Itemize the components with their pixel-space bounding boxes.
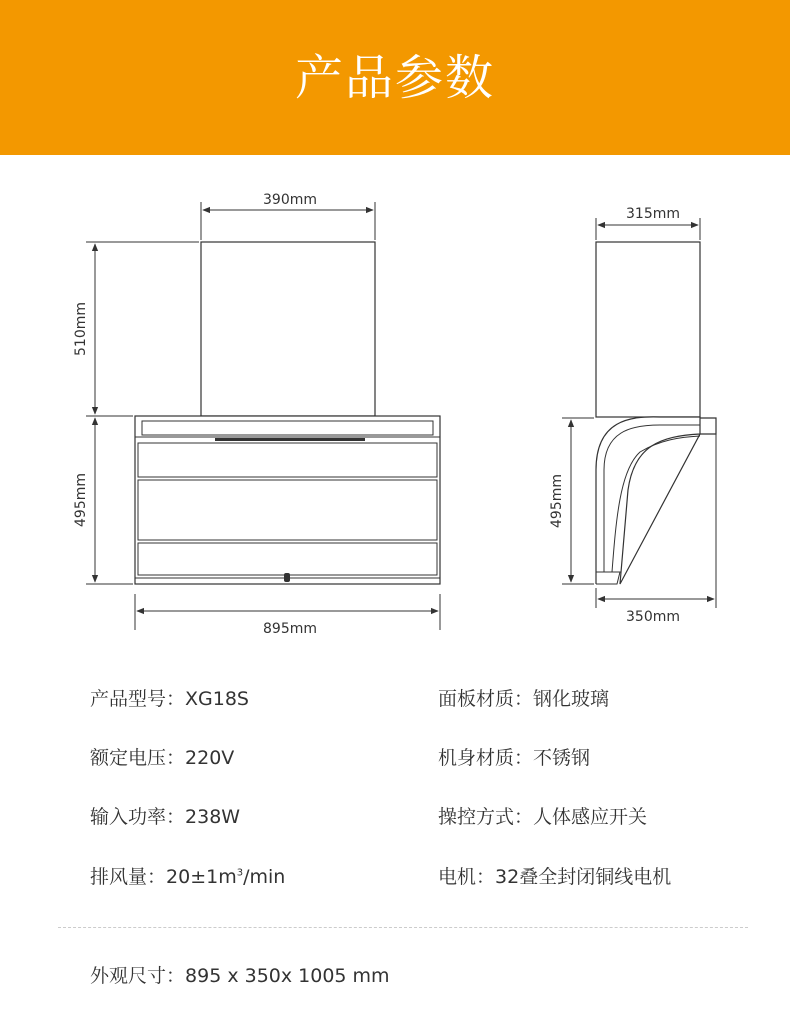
spec-power-label: 输入功率： bbox=[90, 806, 186, 828]
spec-motor-label: 电机： bbox=[438, 866, 496, 888]
front-hood-body bbox=[135, 416, 440, 584]
spec-voltage-value: 220V bbox=[185, 747, 235, 769]
spec-power-value: 238W bbox=[185, 806, 241, 828]
spec-model bbox=[90, 686, 249, 712]
spec-control-label: 操控方式： bbox=[438, 806, 534, 828]
dim-front-width: 390mm bbox=[263, 192, 317, 208]
dim-side-body-height: 495mm bbox=[549, 474, 565, 528]
side-chimney bbox=[596, 242, 700, 417]
spec-model-value: XG18S bbox=[185, 688, 249, 710]
spec-voltage-label: 额定电压： bbox=[90, 747, 186, 769]
dim-front-total-width: 895mm bbox=[263, 621, 317, 637]
dim-front-chimney-height: 510mm bbox=[73, 302, 89, 356]
dim-side-top-depth: 315mm bbox=[626, 206, 680, 222]
spec-airflow-value-prefix: 20±1m bbox=[166, 866, 237, 888]
divider bbox=[58, 927, 748, 928]
spec-control-value: 人体感应开关 bbox=[533, 806, 648, 828]
dim-side-bottom-depth: 350mm bbox=[626, 609, 680, 625]
spec-airflow-value-sup: 3 bbox=[236, 867, 244, 879]
side-hood-profile bbox=[596, 417, 716, 584]
spec-motor bbox=[438, 864, 671, 890]
dim-front-body-height: 495mm bbox=[73, 473, 89, 527]
spec-model-label: 产品型号： bbox=[90, 688, 186, 710]
spec-motor-value: 32叠全封闭铜线电机 bbox=[495, 866, 672, 888]
spec-voltage bbox=[90, 745, 234, 771]
page-title: 产品参数 bbox=[294, 50, 495, 106]
front-view bbox=[135, 242, 440, 584]
spec-airflow bbox=[90, 864, 285, 890]
spec-body-material-label: 机身材质： bbox=[438, 747, 534, 769]
front-chimney bbox=[201, 242, 375, 416]
spec-body-material-value: 不锈钢 bbox=[533, 747, 591, 769]
spec-size-label: 外观尺寸： bbox=[90, 965, 186, 987]
front-sensor bbox=[284, 573, 290, 582]
spec-panel bbox=[438, 686, 609, 712]
spec-power bbox=[90, 804, 240, 830]
spec-panel-label: 面板材质： bbox=[438, 688, 534, 710]
spec-size bbox=[90, 963, 390, 989]
front-light-strip bbox=[215, 438, 365, 441]
spec-body-material bbox=[438, 745, 590, 771]
spec-airflow-value-suffix: /min bbox=[243, 866, 286, 888]
spec-control bbox=[438, 804, 647, 830]
side-view bbox=[596, 242, 716, 584]
spec-size-value: 895 x 350x 1005 mm bbox=[185, 965, 390, 987]
spec-panel-value: 钢化玻璃 bbox=[533, 688, 610, 710]
spec-airflow-label: 排风量： bbox=[90, 866, 167, 888]
